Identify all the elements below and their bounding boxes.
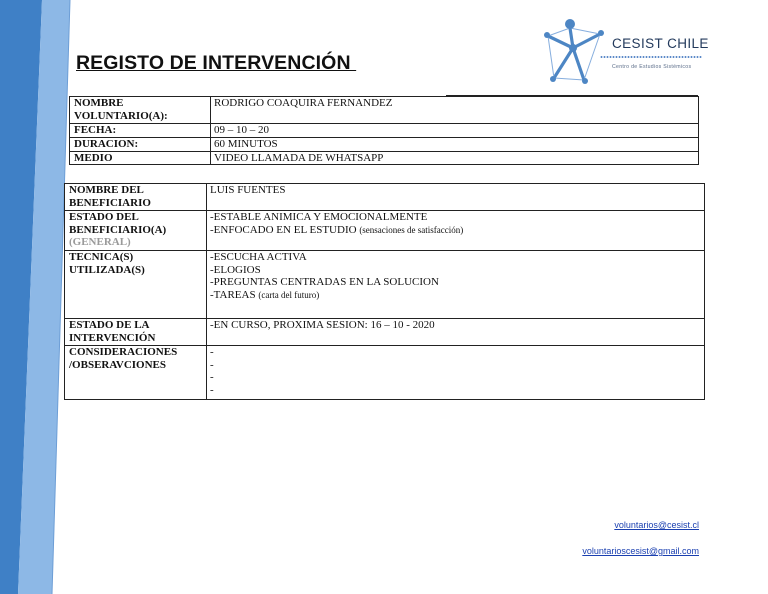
email-link-secondary[interactable]: voluntarioscesist@gmail.com	[582, 546, 699, 556]
volunteer-name-label: NOMBRE VOLUNTARIO(A):	[70, 97, 211, 124]
technique-line: -TAREAS	[210, 288, 256, 301]
technique-label: TECNICA(S) UTILIZADA(S)	[65, 251, 207, 319]
table-row	[65, 319, 705, 346]
considerations-line: -	[210, 358, 214, 371]
technique-line-with-note	[210, 289, 704, 302]
beneficiary-state-value	[207, 211, 705, 251]
date-label: FECHA:	[70, 124, 211, 138]
volunteer-table	[69, 96, 699, 165]
volunteer-name-value: RODRIGO COAQUIRA FERNANDEZ	[211, 97, 699, 124]
network-figure-icon	[540, 14, 610, 86]
logo-dotted-line	[600, 56, 702, 58]
intervention-state-value: -EN CURSO, PROXIMA SESION: 16 – 10 - 2020	[207, 319, 705, 346]
table-row	[70, 151, 699, 165]
considerations-line: -	[210, 383, 214, 396]
table-row	[65, 346, 705, 400]
technique-line: -ELOGIOS	[210, 263, 261, 276]
table-row	[65, 184, 705, 211]
considerations-line: -	[210, 346, 214, 358]
table-row	[70, 97, 699, 124]
state-line-with-note	[210, 224, 704, 237]
considerations-value	[207, 346, 705, 400]
technique-line-note: (carta del futuro)	[258, 289, 320, 300]
technique-line: -PREGUNTAS CENTRADAS EN LA SOLUCION	[210, 276, 439, 288]
table-row	[65, 211, 705, 251]
table-row	[70, 138, 699, 152]
state-line: -ESTABLE ANIMICA Y EMOCIONALMENTE	[210, 211, 428, 223]
technique-line: -ESCUCHA ACTIVA	[210, 251, 307, 263]
date-value: 09 – 10 – 20	[211, 124, 699, 138]
considerations-line: -	[210, 371, 214, 383]
cesist-logo	[540, 14, 720, 86]
beneficiary-table	[64, 183, 705, 400]
logo-name: CESIST CHILE	[612, 36, 709, 51]
table-row	[65, 251, 705, 319]
beneficiary-name-label: NOMBRE DEL BENEFICIARIO	[65, 184, 207, 211]
beneficiary-state-note: (GENERAL)	[69, 236, 131, 248]
considerations-label: CONSIDERACIONES /OBSERAVCIONES	[65, 346, 207, 400]
logo-subtitle: Centro de Estudios Sistémicos	[612, 64, 692, 70]
state-line: -ENFOCADO EN EL ESTUDIO	[210, 223, 357, 236]
table-row	[70, 124, 699, 138]
beneficiary-state-label-cell	[65, 211, 207, 251]
medium-value: VIDEO LLAMADA DE WHATSAPP	[211, 151, 699, 165]
duration-value: 60 MINUTOS	[211, 138, 699, 152]
beneficiary-state-label: ESTADO DEL BENEFICIARIO(A)	[69, 211, 167, 236]
beneficiary-name-value: LUIS FUENTES	[207, 184, 705, 211]
duration-label: DURACION:	[70, 138, 211, 152]
state-line-note: (sensaciones de satisfacción)	[359, 224, 464, 235]
email-link-primary[interactable]: voluntarios@cesist.cl	[614, 520, 699, 530]
intervention-state-label: ESTADO DE LA INTERVENCIÓN	[65, 319, 207, 346]
technique-value	[207, 251, 705, 319]
medium-label: MEDIO	[70, 151, 211, 165]
document-title: REGISTO DE INTERVENCIÓN	[76, 52, 357, 74]
